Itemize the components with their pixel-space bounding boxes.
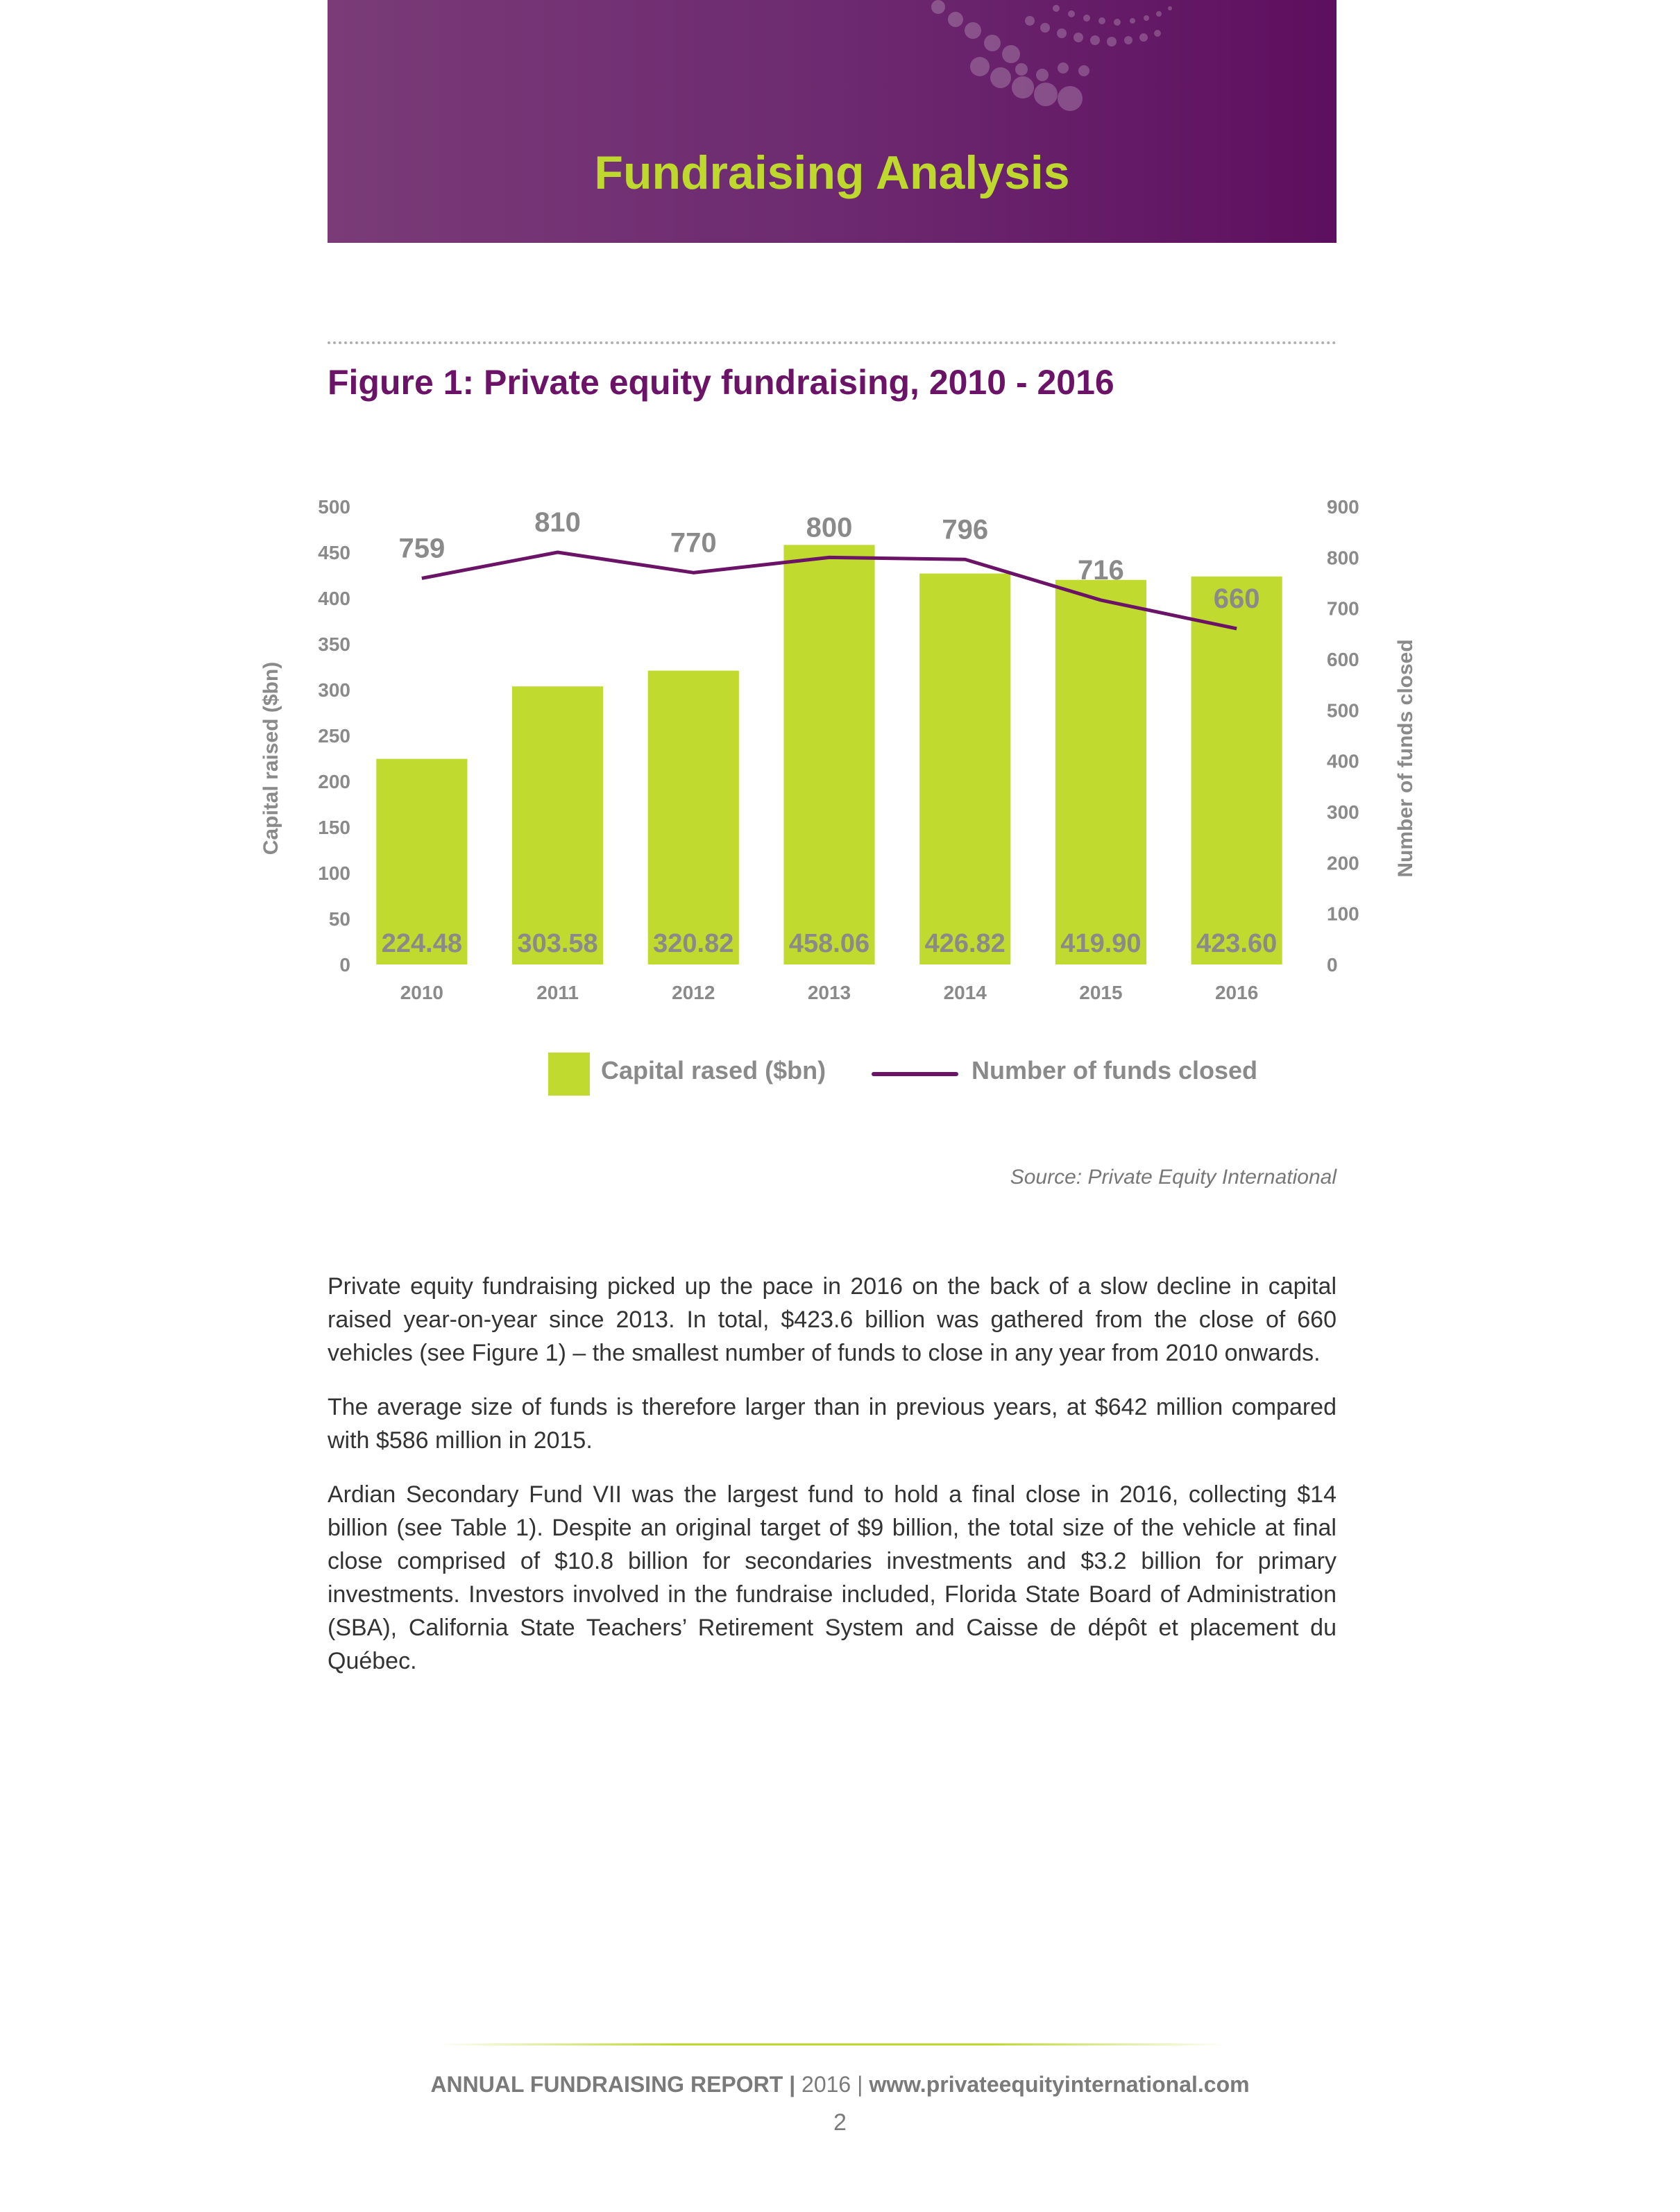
y2-tick-label: 700 [1327,597,1359,620]
line-value-label: 660 [1213,584,1260,614]
section-divider [328,341,1337,344]
legend-line-label: Number of funds closed [971,1056,1258,1084]
bar [783,545,874,964]
legend-bar-swatch [548,1053,590,1096]
bar-value-label: 303.58 [517,929,598,958]
line-value-label: 716 [1078,554,1124,586]
x-tick-label: 2012 [672,982,715,1003]
figure-title: Figure 1: Private equity fundraising, 2010 - 2016 [328,363,1114,402]
line-value-label: 800 [806,512,853,543]
bar-value-label: 419.90 [1060,929,1142,958]
y2-tick-label: 400 [1327,750,1359,772]
footer-divider [437,2043,1228,2045]
y2-tick-label: 600 [1327,649,1359,670]
y-tick-label: 0 [339,954,350,976]
paragraph: The average size of funds is therefore larger than in previous years, at $642 million compared with $586 million in 2015. [328,1394,1337,1454]
bar [648,671,739,964]
legend-line-swatch [872,1072,958,1076]
source-note: Source: Private Equity International [1010,1166,1337,1189]
x-tick-label: 2013 [807,982,851,1003]
y-tick-label: 200 [318,771,350,792]
footer-report-title: ANNUAL FUNDRAISING REPORT [430,2072,783,2097]
x-tick-label: 2010 [400,982,444,1003]
footer-separator: | [851,2072,869,2097]
bar-value-label: 224.48 [381,929,462,958]
y2-tick-label: 900 [1327,496,1359,518]
y2-tick-label: 800 [1327,547,1359,569]
bar-value-label: 426.82 [924,929,1006,958]
y-tick-label: 350 [318,633,350,655]
y-tick-label: 50 [328,908,350,930]
y2-tick-label: 100 [1327,903,1359,925]
x-tick-label: 2016 [1214,982,1259,1003]
x-tick-label: 2011 [536,982,579,1003]
y2-tick-label: 500 [1327,699,1359,722]
body-text [328,1270,1337,1699]
y-tick-label: 100 [318,862,350,884]
header-banner [328,0,1337,243]
legend-bar-label: Capital rased ($bn) [601,1056,826,1084]
bar-value-label: 458.06 [788,929,870,958]
y-tick-label: 400 [318,588,350,609]
bar-value-label: 320.82 [653,929,734,958]
fundraising-chart [236,479,1450,1027]
paragraph: Ardian Secondary Fund VII was the largest fund to hold a final close in 2016, collecting $14 billion (see Table 1). Despite an original target of $9 billion, the total size of the vehicle at final close comprised of $10.8 billion for secondaries investments and $3.2 billion for primary investments. Investors involved in the fundraise included, Florida State Board of Administration (SBA), California State Teachers’ Retirement System and Caisse de dépôt et placement du Québec. [328,1481,1337,1674]
y2-tick-label: 300 [1327,801,1359,823]
y2-axis-title: Number of funds closed [1394,639,1417,878]
page-number: 2 [833,2109,847,2136]
footer-url: www.privateequityinternational.com [869,2072,1250,2097]
footer-separator: | [783,2072,802,2097]
bar [512,686,603,964]
y2-tick-label: 0 [1327,954,1338,976]
x-tick-label: 2014 [943,982,987,1003]
y2-tick-label: 200 [1327,852,1359,874]
footer-year: 2016 [801,2072,851,2097]
dot-pattern-decoration [328,0,1337,243]
line-value-label: 796 [942,514,989,545]
x-tick-label: 2015 [1079,982,1123,1003]
y-tick-label: 300 [318,679,350,701]
footer [0,2072,1680,2098]
line-value-label: 759 [398,533,446,564]
line-value-label: 810 [534,507,581,538]
y-tick-label: 250 [318,725,350,747]
bar-value-label: 423.60 [1196,929,1278,958]
banner-title: Fundraising Analysis [594,146,1070,199]
y-tick-label: 450 [318,542,350,563]
y-axis-title: Capital raised ($bn) [260,661,282,856]
bar [1191,577,1282,964]
y-tick-label: 150 [318,817,350,838]
bar [1055,580,1146,964]
y-tick-label: 500 [318,496,350,518]
line-value-label: 770 [670,527,717,559]
bar [919,574,1010,964]
paragraph: Private equity fundraising picked up the pace in 2016 on the back of a slow decline in capital raised year-on-year since 2013. In total, $423.6 billion was gathered from the close of 660 vehicles (see Figure 1) – the smallest number of funds to close in any year from 2010 onwards. [328,1273,1337,1366]
